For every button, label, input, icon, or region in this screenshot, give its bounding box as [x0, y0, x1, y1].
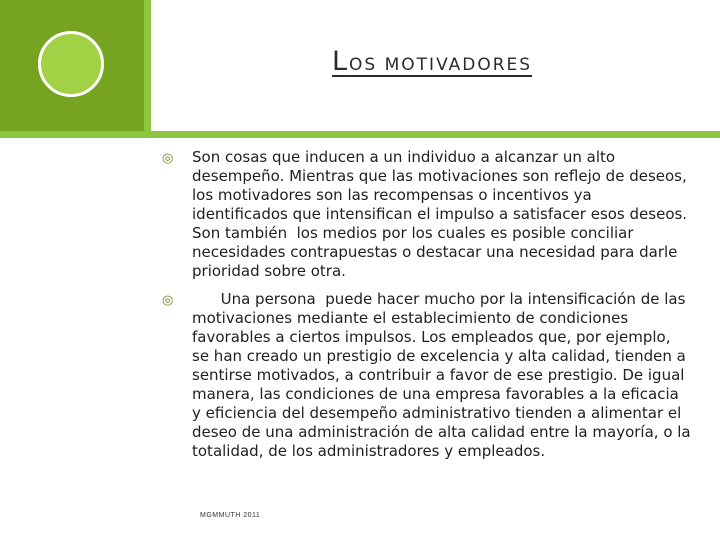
vertical-accent-stripe: [144, 0, 151, 131]
decorative-circle-icon: [38, 31, 104, 97]
bullet-list: [162, 148, 696, 470]
target-bullet-icon: ◎: [162, 292, 174, 307]
bullet-item: [162, 290, 696, 461]
target-bullet-icon: ◎: [162, 150, 174, 165]
bullet-text: Una persona puede hacer mucho por la intensificación de las motivaciones mediante el establecimiento de condiciones favorables a ciertos impulsos. Los empleados que, por ejemplo, se han creado un prestigio de excelencia y alta calidad, tienden a sentirse motivados, a contribuir a favor de ese prestigio. De igual manera, las condiciones de una empresa favorables a la eficacia y eficiencia del desempeño administrativo tienden a alimentar el deseo de una administración de alta calidad entre la mayoría, o la totalidad, de los administradores y empleados.: [192, 290, 696, 460]
title-initial: L: [332, 46, 350, 77]
title-rest: OS MOTIVADORES: [349, 55, 533, 75]
slide-title: [332, 46, 532, 77]
bullet-item: [162, 148, 692, 281]
slide-footer: MGMMUTH 2011: [200, 512, 261, 519]
bullet-text: Son cosas que inducen a un individuo a alcanzar un alto desempeño. Mientras que las motivaciones son reflejo de deseos, los motivadores son las recompensas o incentivos ya identificados que intensifican el impulso a satisfacer esos deseos. Son también los medios por los cuales es posible conciliar necesidades contrapuestas o destacar una necesidad para darle prioridad sobre otra.: [192, 148, 692, 280]
horizontal-accent-stripe: [0, 131, 720, 138]
